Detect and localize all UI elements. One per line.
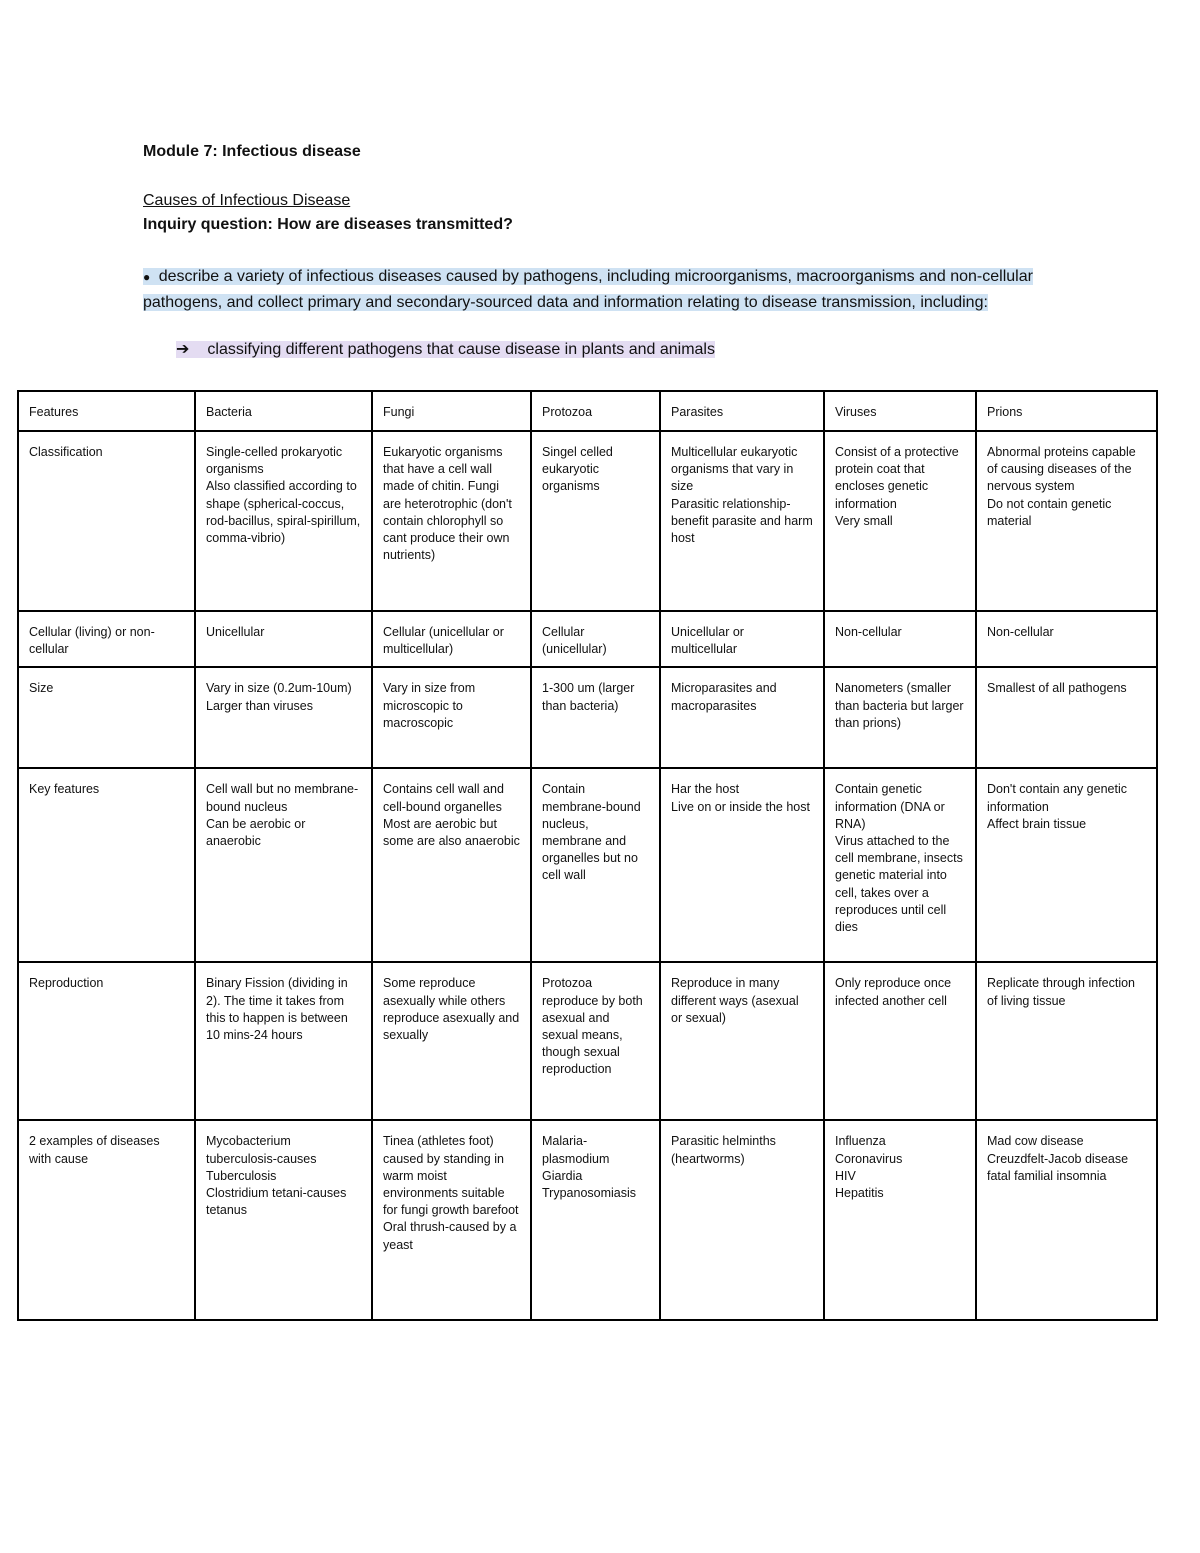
cell-text: Some reproduce asexually while others reproduce asexually and sexually [383, 976, 520, 1043]
cell-text: Can be aerobic or anaerobic [206, 816, 306, 849]
syllabus-sub-point [176, 339, 715, 361]
cell-text: Bacteria [206, 405, 252, 419]
table-cell [372, 667, 531, 768]
row-header [18, 667, 195, 768]
cell-text: Abnormal proteins capable of causing diseases of the nervous system [987, 445, 1136, 494]
bullet-icon: ● [143, 270, 151, 284]
cellular-row [18, 611, 1157, 667]
row-header [18, 611, 195, 667]
cell-text: Contains cell wall and cell-bound organelles [383, 782, 504, 814]
cell-text: Influenza [835, 1134, 886, 1149]
table-cell [372, 1120, 531, 1320]
cell-text: Unicellular [206, 625, 265, 639]
table-cell [824, 962, 976, 1120]
cell-text: Coronavirus [835, 1151, 903, 1166]
cell-text: Creuzdfelt-Jacob disease [987, 1151, 1129, 1166]
cell-text: 1-300 um (larger than bacteria) [542, 681, 635, 713]
table-cell [531, 431, 660, 611]
cell-text: Contain genetic information (DNA or RNA) [835, 782, 945, 831]
table-cell [824, 431, 976, 611]
syllabus-point-text: describe a variety of infectious diseases caused by pathogens, including microorganisms, macroorganisms and non-cellular pathogens, and collect primary and secondary-sourced data and information relating to disease transmission, including: [143, 268, 1033, 311]
table-cell [976, 768, 1157, 962]
table-cell [660, 768, 824, 962]
cell-text: Most are aerobic but some are also anaerobic [383, 816, 520, 849]
table-cell [195, 431, 372, 611]
cell-text: Oral thrush-caused by a yeast [383, 1220, 517, 1252]
cell-text: Affect brain tissue [987, 816, 1087, 831]
cell-text: Vary in size (0.2um-10um) Larger than viruses [206, 681, 352, 713]
cell-text: Parasitic relationship-benefit parasite and harm host [671, 496, 813, 546]
table-cell [531, 1120, 660, 1320]
cell-text: Smallest of all pathogens [987, 681, 1127, 696]
cell-text: Mad cow disease [987, 1134, 1084, 1149]
table-cell [660, 1120, 824, 1320]
table-cell [531, 611, 660, 667]
table-cell [976, 962, 1157, 1120]
cell-text: Features [29, 405, 79, 419]
column-header [18, 391, 195, 431]
cell-text: Size [29, 681, 54, 696]
reproduction-row [18, 962, 1157, 1120]
table-cell [372, 431, 531, 611]
cell-text: Cellular (living) or non-cellular [29, 625, 155, 657]
inquiry-question: Inquiry question: How are diseases transmitted? [143, 216, 513, 233]
table-cell [372, 962, 531, 1120]
cell-text: Hepatitis [835, 1186, 884, 1201]
column-header [531, 391, 660, 431]
cell-text: Fungi [383, 405, 415, 419]
table-cell [824, 1120, 976, 1320]
section-heading: Causes of Infectious Disease [143, 192, 351, 209]
table-cell [976, 611, 1157, 667]
cell-text: Classification [29, 445, 103, 459]
table-cell [976, 431, 1157, 611]
cell-text: Prions [987, 405, 1023, 419]
row-header [18, 962, 195, 1120]
cell-text: Protozoa [542, 405, 593, 419]
arrow-right-icon: ➔ [176, 341, 190, 358]
cell-text: Microparasites and macroparasites [671, 681, 777, 713]
cell-text: Protozoa reproduce by both asexual and sexual means, though sexual reproduction [542, 976, 643, 1077]
cell-text: fatal familial insomnia [987, 1168, 1107, 1183]
cell-text: Viruses [835, 405, 877, 419]
cell-text: Non-cellular [835, 625, 902, 639]
sub-point-highlight [176, 341, 715, 358]
pathogen-table [17, 390, 1158, 1321]
table-cell [195, 667, 372, 768]
cell-text: Also classified according to shape (spherical-coccus, rod-bacillus, spiral-spirillum, comma-vibrio) [206, 479, 361, 546]
cell-text: Live on or inside the host [671, 799, 810, 814]
table-cell [372, 768, 531, 962]
page-title: Module 7: Infectious disease [143, 143, 361, 160]
column-header [660, 391, 824, 431]
cell-text: Single-celled prokaryotic organisms [206, 445, 343, 477]
cell-text: HIV [835, 1168, 856, 1183]
syllabus-point-highlight [143, 268, 1033, 311]
table-cell [976, 667, 1157, 768]
cell-text: Non-cellular [987, 625, 1054, 639]
table-cell [195, 611, 372, 667]
syllabus-point [143, 264, 1043, 315]
cell-text: Giardia [542, 1168, 583, 1183]
cell-text: Malaria-plasmodium [542, 1134, 610, 1166]
table-cell [660, 667, 824, 768]
table-cell [195, 1120, 372, 1320]
examples-row [18, 1120, 1157, 1320]
column-header [824, 391, 976, 431]
table-cell [660, 611, 824, 667]
table-cell [824, 768, 976, 962]
size-row [18, 667, 1157, 768]
cell-text: Har the host [671, 782, 740, 797]
cell-text: Do not contain genetic material [987, 496, 1112, 528]
cell-text: Unicellular or multicellular [671, 625, 744, 657]
header-row [18, 391, 1157, 431]
cell-text: Eukaryotic organisms that have a cell wall made of chitin. Fungi are heterotrophic (don't contain chlorophyll so cant produce their own nutrients) [383, 445, 512, 563]
cell-text: Key features [29, 782, 100, 797]
table-cell [531, 768, 660, 962]
column-header [195, 391, 372, 431]
cell-text: Trypanosomiasis [542, 1186, 637, 1201]
cell-text: Reproduce in many different ways (asexual or sexual) [671, 976, 799, 1025]
cell-text: Virus attached to the cell membrane, insects genetic material into cell, takes over a reproduces until cell dies [835, 834, 963, 935]
cell-text: Singel celled eukaryotic organisms [542, 445, 613, 494]
cell-text: Cell wall but no membrane-bound nucleus [206, 782, 359, 814]
cell-text: Reproduction [29, 976, 104, 991]
table-cell [660, 431, 824, 611]
table-cell [195, 768, 372, 962]
key-features-row [18, 768, 1157, 962]
classification-row [18, 431, 1157, 611]
row-header [18, 768, 195, 962]
table-cell [531, 962, 660, 1120]
table-cell [531, 667, 660, 768]
cell-text: 2 examples of diseases with cause [29, 1134, 160, 1166]
cell-text: Nanometers (smaller than bacteria but larger than prions) [835, 681, 964, 730]
cell-text: Only reproduce once infected another cell [835, 976, 952, 1008]
row-header [18, 431, 195, 611]
column-header [976, 391, 1157, 431]
table-cell [372, 611, 531, 667]
table-cell [660, 962, 824, 1120]
cell-text: Mycobacterium tuberculosis-causes Tuberculosis [206, 1134, 317, 1183]
cell-text: Consist of a protective protein coat that encloses genetic information [835, 445, 959, 511]
table-cell [824, 611, 976, 667]
cell-text: Parasitic helminths (heartworms) [671, 1134, 776, 1166]
table-cell [824, 667, 976, 768]
cell-text: Parasites [671, 405, 724, 419]
row-header [18, 1120, 195, 1320]
cell-text: Don't contain any genetic information [987, 782, 1127, 814]
cell-text: Cellular (unicellular) [542, 625, 607, 657]
table-cell [195, 962, 372, 1120]
column-header [372, 391, 531, 431]
cell-text: Vary in size from microscopic to macroscopic [383, 681, 476, 730]
cell-text: Cellular (unicellular or multicellular) [383, 625, 504, 657]
cell-text: Clostridium tetani-causes tetanus [206, 1186, 347, 1218]
cell-text: Tinea (athletes foot) caused by standing in warm moist environments suitable for fungi growth barefoot [383, 1134, 519, 1218]
table-cell [976, 1120, 1157, 1320]
sub-point-text: classifying different pathogens that cause disease in plants and animals [207, 341, 715, 358]
cell-text: Very small [835, 513, 893, 528]
cell-text: Contain membrane-bound nucleus, membrane and organelles but no cell wall [542, 782, 641, 883]
cell-text: Binary Fission (dividing in 2). The time it takes from this to happen is between 10 mins-24 hours [206, 976, 348, 1043]
cell-text: Replicate through infection of living tissue [987, 976, 1136, 1008]
cell-text: Multicellular eukaryotic organisms that vary in size [671, 445, 798, 494]
